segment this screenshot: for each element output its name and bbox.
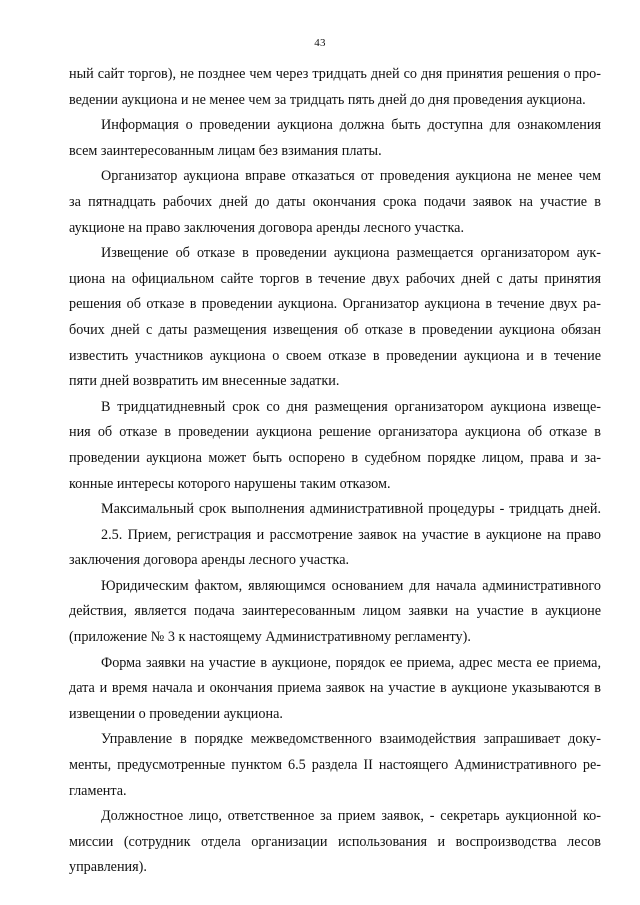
text-line: Максимальный срок выполнения административной процедуры - тридцать дней. [101, 501, 601, 518]
text-line: Организатор аукциона вправе отказаться от проведения аукциона не менее чем [101, 168, 601, 185]
text-line: Должностное лицо, ответственное за прием заявок, - секретарь аукционной ко- [101, 808, 601, 825]
text-line: Управление в порядке межведомственного взаимодействия запрашивает доку- [101, 731, 601, 748]
text-line: заключения договора аренды лесного участка. [69, 552, 350, 569]
text-line: ный сайт торгов), не позднее чем через тридцать дней со дня принятия решения о про- [69, 66, 601, 82]
text-line: дата и время начала и окончания приема заявок на участие в аукционе указываются в [69, 680, 601, 697]
text-line: (приложение № 3 к настоящему Административному регламенту). [69, 629, 471, 646]
text-line: известить участников аукциона о своем отказе в проведении аукциона и в течение [69, 347, 601, 364]
text-line: 2.5. Прием, регистрация и рассмотрение заявок на участие в аукционе на право [101, 526, 601, 543]
text-line: Извещение об отказе в проведении аукциона размещается организатором аук- [101, 245, 601, 262]
text-line: Информация о проведении аукциона должна быть доступна для ознакомления [101, 117, 601, 134]
text-line: пяти дней возвратить им внесенные задатки. [69, 373, 340, 390]
text-line: Форма заявки на участие в аукционе, порядок ее приема, адрес места ее приема, [101, 654, 601, 671]
text-line: проведении аукциона может быть оспорено в судебном порядке лицом, права и за- [69, 449, 601, 466]
text-line: конные интересы которого нарушены таким отказом. [69, 475, 391, 492]
text-line: бочих дней с даты размещения извещения об отказе в проведении аукциона обязан [69, 321, 601, 338]
text-line: циона на официальном сайте торгов в течение двух рабочих дней с даты принятия [69, 270, 601, 287]
text-line: управления). [69, 859, 147, 876]
text-line: за пятнадцать рабочих дней до даты окончания срока подачи заявок на участие в [69, 193, 601, 210]
text-line: миссии (сотрудник отдела организации использования и воспроизводства лесов [69, 833, 601, 850]
text-line: решения об отказе в проведении аукциона. Организатор аукциона в течение двух ра- [69, 296, 601, 313]
text-line: ния об отказе в проведении аукциона решение организатора аукциона об отказе в [69, 424, 601, 441]
text-line: ведении аукциона и не менее чем за тридцать пять дней до дня проведения аукциона. [69, 91, 586, 108]
text-line: Юридическим фактом, являющимся основанием для начала административного [101, 577, 601, 594]
text-line: менты, предусмотренные пунктом 6.5 раздела II настоящего Административного ре- [69, 757, 601, 774]
text-line: В тридцатидневный срок со дня размещения организатором аукциона извеще- [101, 398, 601, 415]
text-line: действия, является подача заинтересованным лицом заявки на участие в аукционе [69, 603, 601, 620]
text-line: гламента. [69, 782, 127, 799]
document-body [69, 62, 601, 881]
text-line: аукционе на право заключения договора аренды лесного участка. [69, 219, 465, 236]
text-line: извещении о проведении аукциона. [69, 705, 283, 722]
page-number: 43 [314, 37, 326, 49]
text-line: всем заинтересованным лицам без взимания платы. [69, 142, 382, 159]
